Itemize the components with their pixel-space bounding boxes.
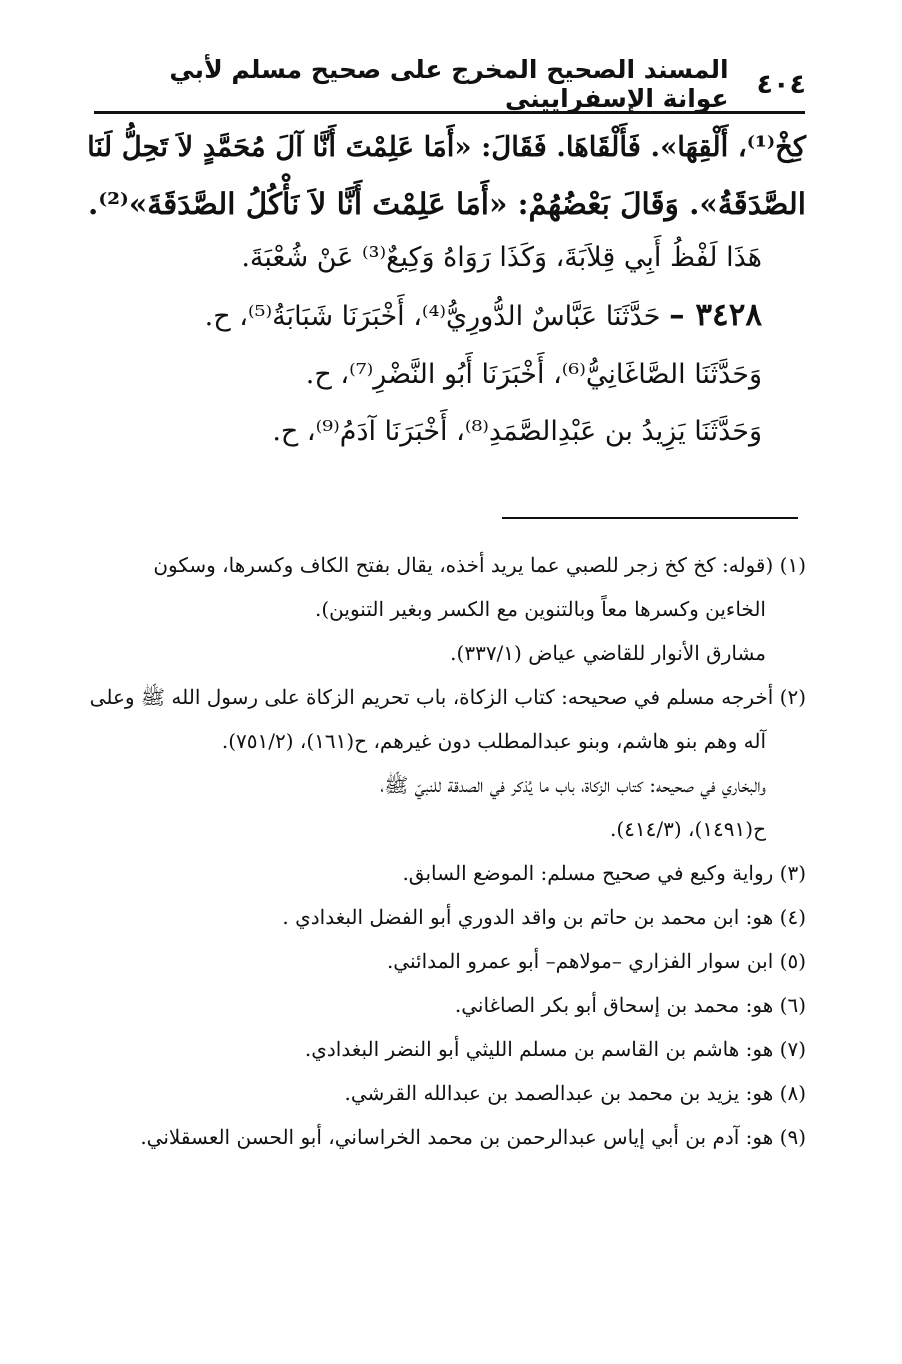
footnote-7: (٧) هو: هاشم بن القاسم بن مسلم الليثي أبو النضر البغدادي. [304,1037,806,1061]
footnote-8: (٨) هو: يزيد بن محمد بن عبدالصمد بن عبدالله القرشي. [344,1081,806,1105]
hadith-line [84,286,806,344]
hadith-chain-2: وَحَدَّثَنَا الصَّاغَانِيُّ⁽⁶⁾، أَخْبَرَنَا أَبُو النَّضْرِ⁽⁷⁾، ح. [305,359,762,390]
book-title: المسند الصحيح المخرج على صحيح مسلم لأبي عوانة الإسفراييني [169,55,729,113]
footnotes [88,543,806,1159]
footnote-1-line-1: (١) (قوله: كخ كخ زجر للصبي عما يريد أخذه، يقال بفتح الكاف وكسرها، وسكون [153,553,806,577]
footnote-separator [502,517,798,519]
text-line-3: هَذَا لَفْظُ أَبِي قِلاَبَةَ، وَكَذَا رَوَاهُ وَكِيعٌ⁽³⁾ عَنْ شُعْبَةَ. [241,242,762,273]
footnote-3: (٣) رواية وكيع في صحيح مسلم: الموضع السابق. [402,861,806,885]
footnote-2-line-1: (٢) أخرجه مسلم في صحيحه: كتاب الزكاة، باب تحريم الزكاة على رسول الله ﷺ وعلى [89,685,806,709]
footnote-2-line-4: ح(١٤٩١)، (٤١٤/٣). [610,817,766,841]
footnote-4: (٤) هو: ابن محمد بن حاتم بن واقد الدوري أبو الفضل البغدادي . [282,905,806,929]
page-header [96,55,806,113]
footnote-6: (٦) هو: محمد بن إسحاق أبو بكر الصاغاني. [454,993,806,1017]
hadith-chain-1: حَدَّثَنَا عَبَّاسٌ الدُّورِيُّ⁽⁴⁾، أَخْبَرَنَا شَبَابَةُ⁽⁵⁾، ح. [204,301,661,332]
text-line-2: الصَّدَقَةُ». وَقَالَ بَعْضُهُمْ: «أَمَا عَلِمْتَ أَنَّا لاَ نَأْكُلُ الصَّدَقَةَ»⁽²⁾. [88,186,806,221]
main-text [84,118,806,460]
hadith-number: ٣٤٢٨ – [669,297,762,333]
footnote-2-line-3: والبخاري في صحيحه: كتاب الزكاة، باب ما يُذكر في الصدقة للنبيّ ﷺ، [380,773,766,797]
footnote-9: (٩) هو: آدم بن أبي إياس عبدالرحمن بن محمد الخراساني، أبو الحسن العسقلاني. [140,1125,806,1149]
hadith-chain-3: وَحَدَّثَنَا يَزِيدُ بن عَبْدِالصَّمَدِ⁽⁸⁾، أَخْبَرَنَا آدَمُ⁽⁹⁾، ح. [272,416,762,447]
page-number: ٤٠٤ [756,68,806,100]
footnote-1-line-3: مشارق الأنوار للقاضي عياض (٣٣٧/١). [450,641,766,665]
header-rule [94,111,805,114]
text-line-1: كِخْ⁽¹⁾، أَلْقِهَا». فَأَلْقَاهَا. فَقَالَ: «أَمَا عَلِمْتَ أَنَّا آلَ مُحَمَّدٍ لاَ تَحِلُّ لَنَا [87,131,806,163]
footnote-1-line-2: الخاءين وكسرها معاً وبالتنوين مع الكسر وبغير التنوين). [315,597,766,621]
footnote-2-line-2: آله وهم بنو هاشم، وبنو عبدالمطلب دون غيرهم، ح(١٦١)، (٧٥١/٢). [221,729,766,753]
footnote-5: (٥) ابن سوار الفزاري –مولاهم– أبو عمرو المدائني. [386,949,806,973]
